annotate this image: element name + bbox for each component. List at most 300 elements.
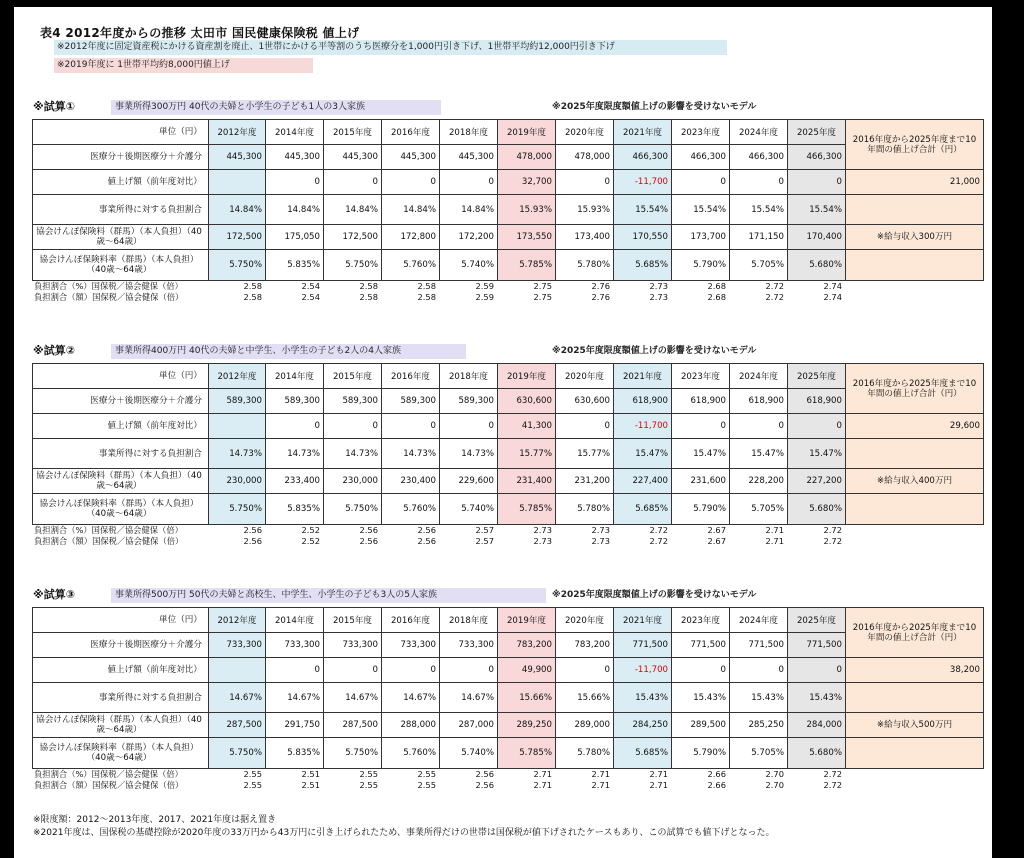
table-cell: 289,250 bbox=[498, 713, 556, 738]
table-cell: 0 bbox=[324, 170, 382, 195]
table-cell: 771,500 bbox=[672, 633, 730, 658]
table-cell: 287,500 bbox=[324, 713, 382, 738]
table-cell: 231,200 bbox=[556, 469, 614, 494]
year-header: 2019年度 bbox=[498, 608, 556, 633]
ratio-value: 2.72 bbox=[823, 536, 842, 546]
table-cell: 15.47% bbox=[788, 439, 846, 469]
trial-description: 事業所得300万円 40代の夫婦と小学生の子ども1人の3人家族 bbox=[111, 100, 441, 115]
table-cell: 287,500 bbox=[209, 713, 266, 738]
trial-description: 事業所得400万円 40代の夫婦と中学生、小学生の子ども2人の4人家族 bbox=[111, 344, 466, 359]
table-cell: 49,900 bbox=[498, 658, 556, 683]
ratio-value: 2.57 bbox=[475, 525, 494, 535]
year-header: 2021年度 bbox=[614, 608, 672, 633]
salary-note: ※給与収入300万円 bbox=[846, 225, 984, 250]
table-cell: 230,400 bbox=[382, 469, 440, 494]
table-cell: 15.93% bbox=[498, 195, 556, 225]
table-cell: 589,300 bbox=[382, 389, 440, 414]
ratio-value: 2.66 bbox=[707, 780, 726, 790]
table-cell: 170,550 bbox=[614, 225, 672, 250]
total-blank bbox=[846, 738, 984, 769]
ratio-value: 2.67 bbox=[707, 525, 726, 535]
table-cell: 171,150 bbox=[730, 225, 788, 250]
table-cell: 445,300 bbox=[440, 145, 498, 170]
year-header: 2014年度 bbox=[266, 364, 324, 389]
table-cell: 15.47% bbox=[614, 439, 672, 469]
table-cell: 14.73% bbox=[382, 439, 440, 469]
row-label: 値上げ額（前年度対比） bbox=[33, 414, 209, 439]
ratio-value: 2.70 bbox=[765, 780, 784, 790]
table-cell: 5.785% bbox=[498, 494, 556, 525]
table-cell: 630,600 bbox=[498, 389, 556, 414]
ratio-label: 負担割合（%）国保税／協会健保（倍） bbox=[34, 525, 183, 535]
table-cell: 771,500 bbox=[730, 633, 788, 658]
ratio-value: 2.56 bbox=[417, 525, 436, 535]
row-label: 協会けんぽ保険料（群馬）（本人負担）（40歳～64歳） bbox=[33, 225, 209, 250]
table-cell: 5.785% bbox=[498, 250, 556, 281]
table-cell: 0 bbox=[730, 658, 788, 683]
table-row bbox=[33, 225, 984, 250]
table-cell: 14.84% bbox=[209, 195, 266, 225]
table-cell: 5.685% bbox=[614, 494, 672, 525]
table-cell: 5.835% bbox=[266, 738, 324, 769]
year-header: 2015年度 bbox=[324, 364, 382, 389]
table-cell: 172,500 bbox=[324, 225, 382, 250]
table-cell: 5.680% bbox=[788, 494, 846, 525]
trial-table bbox=[32, 607, 984, 769]
table-row bbox=[33, 633, 984, 658]
table-cell: 0 bbox=[788, 414, 846, 439]
table-cell: 14.67% bbox=[440, 683, 498, 713]
ratio-value: 2.72 bbox=[765, 281, 784, 291]
total-header: 2016年度から2025年度まで10年間の値上げ合計（円） bbox=[846, 364, 984, 414]
note-2019: ※2019年度に 1世帯平均約8,000円値上げ bbox=[54, 58, 313, 73]
table-cell: 0 bbox=[266, 170, 324, 195]
ratio-value: 2.72 bbox=[649, 525, 668, 535]
ratio-row bbox=[32, 292, 983, 303]
table-cell: 15.43% bbox=[672, 683, 730, 713]
table-cell: 0 bbox=[556, 170, 614, 195]
table-cell: 172,500 bbox=[209, 225, 266, 250]
ratio-value: 2.58 bbox=[417, 281, 436, 291]
ratio-row bbox=[32, 769, 983, 780]
table-cell: 733,300 bbox=[440, 633, 498, 658]
ratio-table bbox=[32, 769, 983, 791]
ratio-value: 2.68 bbox=[707, 281, 726, 291]
ratio-value: 2.58 bbox=[243, 292, 262, 302]
ratio-value: 2.75 bbox=[533, 292, 552, 302]
table-cell: 5.835% bbox=[266, 250, 324, 281]
row-label: 事業所得に対する負担割合 bbox=[33, 439, 209, 469]
table-cell bbox=[209, 414, 266, 439]
table-row bbox=[33, 439, 984, 469]
ratio-value: 2.57 bbox=[475, 536, 494, 546]
table-cell: 0 bbox=[788, 658, 846, 683]
ratio-label: 負担割合（%）国保税／協会健保（倍） bbox=[34, 281, 183, 291]
ratio-value: 2.54 bbox=[301, 281, 320, 291]
ratio-value: 2.74 bbox=[823, 281, 842, 291]
table-cell: 285,250 bbox=[730, 713, 788, 738]
ratio-value: 2.71 bbox=[591, 780, 610, 790]
ratio-value: 2.59 bbox=[475, 292, 494, 302]
table-cell: 630,600 bbox=[556, 389, 614, 414]
total-value: 29,600 bbox=[846, 414, 984, 439]
table-cell: 5.750% bbox=[209, 250, 266, 281]
ratio-value: 2.73 bbox=[649, 292, 668, 302]
table-cell: 230,000 bbox=[209, 469, 266, 494]
table-cell: 5.760% bbox=[382, 250, 440, 281]
table-cell: 5.680% bbox=[788, 738, 846, 769]
table-cell: 5.780% bbox=[556, 738, 614, 769]
ratio-value: 2.51 bbox=[301, 769, 320, 779]
ratio-value: 2.55 bbox=[359, 769, 378, 779]
table-cell: 14.73% bbox=[266, 439, 324, 469]
ratio-value: 2.67 bbox=[707, 536, 726, 546]
year-header: 2016年度 bbox=[382, 120, 440, 145]
table-cell: 5.740% bbox=[440, 738, 498, 769]
table-cell: 227,400 bbox=[614, 469, 672, 494]
table-cell: 445,300 bbox=[382, 145, 440, 170]
year-header: 2023年度 bbox=[672, 364, 730, 389]
table-cell: 733,300 bbox=[324, 633, 382, 658]
table-cell: 14.84% bbox=[440, 195, 498, 225]
ratio-table bbox=[32, 525, 983, 547]
ratio-value: 2.68 bbox=[707, 292, 726, 302]
table-row bbox=[33, 469, 984, 494]
table-cell: 771,500 bbox=[788, 633, 846, 658]
ratio-value: 2.71 bbox=[591, 769, 610, 779]
ratio-value: 2.55 bbox=[417, 780, 436, 790]
ratio-label: 負担割合（%）国保税／協会健保（倍） bbox=[34, 769, 183, 779]
table-cell: 5.790% bbox=[672, 494, 730, 525]
table-cell: 5.790% bbox=[672, 250, 730, 281]
trial-table bbox=[32, 119, 984, 281]
ratio-value: 2.52 bbox=[301, 525, 320, 535]
table-cell: 173,700 bbox=[672, 225, 730, 250]
ratio-label: 負担割合（額）国保税／協会健保（倍） bbox=[34, 292, 184, 302]
ratio-value: 2.56 bbox=[475, 769, 494, 779]
ratio-value: 2.73 bbox=[533, 536, 552, 546]
ratio-row bbox=[32, 780, 983, 791]
year-header: 2023年度 bbox=[672, 120, 730, 145]
trial-model-note: ※2025年度限度額値上げの影響を受けないモデル bbox=[552, 346, 757, 356]
table-cell: 32,700 bbox=[498, 170, 556, 195]
year-header: 2015年度 bbox=[324, 120, 382, 145]
ratio-value: 2.71 bbox=[533, 769, 552, 779]
table-cell: 5.685% bbox=[614, 738, 672, 769]
table-cell: 5.705% bbox=[730, 494, 788, 525]
table-cell: 618,900 bbox=[730, 389, 788, 414]
ratio-table bbox=[32, 281, 983, 303]
year-header: 2020年度 bbox=[556, 364, 614, 389]
table-cell: 5.740% bbox=[440, 494, 498, 525]
year-header: 2020年度 bbox=[556, 120, 614, 145]
salary-note: ※給与収入500万円 bbox=[846, 713, 984, 738]
table-cell: 5.750% bbox=[324, 250, 382, 281]
year-header: 2018年度 bbox=[440, 608, 498, 633]
table-cell: 618,900 bbox=[614, 389, 672, 414]
ratio-value: 2.55 bbox=[417, 769, 436, 779]
row-label: 協会けんぽ保険料率（群馬）（本人負担）（40歳～64歳） bbox=[33, 250, 209, 281]
table-cell bbox=[209, 658, 266, 683]
table-cell: 0 bbox=[324, 414, 382, 439]
table-cell: 173,400 bbox=[556, 225, 614, 250]
row-label: 事業所得に対する負担割合 bbox=[33, 683, 209, 713]
year-header: 2025年度 bbox=[788, 364, 846, 389]
row-label: 値上げ額（前年度対比） bbox=[33, 170, 209, 195]
table-cell: 14.84% bbox=[382, 195, 440, 225]
table-cell: 5.705% bbox=[730, 250, 788, 281]
table-cell: 289,500 bbox=[672, 713, 730, 738]
year-header: 2015年度 bbox=[324, 608, 382, 633]
table-row bbox=[33, 145, 984, 170]
ratio-row bbox=[32, 281, 983, 292]
year-header: 2018年度 bbox=[440, 364, 498, 389]
ratio-value: 2.55 bbox=[243, 769, 262, 779]
table-cell: 445,300 bbox=[266, 145, 324, 170]
table-cell: 228,200 bbox=[730, 469, 788, 494]
table-cell: 0 bbox=[672, 170, 730, 195]
unit-label: 単位（円） bbox=[33, 608, 209, 633]
ratio-empty bbox=[845, 780, 983, 791]
ratio-value: 2.72 bbox=[649, 536, 668, 546]
table-cell: 0 bbox=[266, 658, 324, 683]
ratio-value: 2.70 bbox=[765, 769, 784, 779]
table-cell: 5.750% bbox=[324, 738, 382, 769]
note-2012: ※2012年度に固定資産税にかける資産割を廃止、1世帯にかける平等割のうち医療分を1,000円引き下げ、1世帯平均約12,000円引き下げ bbox=[54, 40, 727, 55]
trial-table bbox=[32, 363, 984, 525]
table-row bbox=[33, 414, 984, 439]
ratio-value: 2.52 bbox=[301, 536, 320, 546]
table-cell: 230,000 bbox=[324, 469, 382, 494]
ratio-value: 2.58 bbox=[359, 292, 378, 302]
trial-heading: ※試算① bbox=[33, 100, 76, 113]
table-cell: 0 bbox=[382, 658, 440, 683]
header-row bbox=[33, 608, 984, 633]
table-cell: 15.47% bbox=[730, 439, 788, 469]
header-row bbox=[33, 364, 984, 389]
trial-heading: ※試算③ bbox=[33, 588, 76, 601]
row-label: 事業所得に対する負担割合 bbox=[33, 195, 209, 225]
total-blank bbox=[846, 195, 984, 225]
table-cell: 5.740% bbox=[440, 250, 498, 281]
table-cell: 0 bbox=[382, 414, 440, 439]
table-cell: 5.680% bbox=[788, 250, 846, 281]
total-value: 21,000 bbox=[846, 170, 984, 195]
table-cell: 231,400 bbox=[498, 469, 556, 494]
table-cell: 5.785% bbox=[498, 738, 556, 769]
year-header: 2012年度 bbox=[209, 608, 266, 633]
total-value: 38,200 bbox=[846, 658, 984, 683]
table-cell: 589,300 bbox=[209, 389, 266, 414]
trial-model-note: ※2025年度限度額値上げの影響を受けないモデル bbox=[552, 102, 757, 112]
table-cell: 15.54% bbox=[614, 195, 672, 225]
year-header: 2016年度 bbox=[382, 608, 440, 633]
ratio-value: 2.58 bbox=[417, 292, 436, 302]
ratio-value: 2.72 bbox=[765, 292, 784, 302]
table-cell: 229,600 bbox=[440, 469, 498, 494]
table-cell: 14.67% bbox=[324, 683, 382, 713]
ratio-value: 2.58 bbox=[359, 281, 378, 291]
table-cell: 170,400 bbox=[788, 225, 846, 250]
ratio-label: 負担割合（額）国保税／協会健保（倍） bbox=[34, 536, 184, 546]
table-cell: 783,200 bbox=[498, 633, 556, 658]
table-cell: 733,300 bbox=[209, 633, 266, 658]
table-cell: 14.67% bbox=[382, 683, 440, 713]
trial-description: 事業所得500万円 50代の夫婦と高校生、中学生、小学生の子ども3人の5人家族 bbox=[111, 588, 546, 603]
table-cell: 5.750% bbox=[324, 494, 382, 525]
table-cell: 0 bbox=[672, 658, 730, 683]
total-header: 2016年度から2025年度まで10年間の値上げ合計（円） bbox=[846, 120, 984, 170]
table-cell: 466,300 bbox=[788, 145, 846, 170]
year-header: 2025年度 bbox=[788, 608, 846, 633]
table-cell: 589,300 bbox=[324, 389, 382, 414]
table-cell: 5.685% bbox=[614, 250, 672, 281]
table-row bbox=[33, 250, 984, 281]
row-label: 協会けんぽ保険料（群馬）（本人負担）（40歳～64歳） bbox=[33, 469, 209, 494]
ratio-row bbox=[32, 525, 983, 536]
ratio-empty bbox=[845, 292, 983, 303]
table-cell: 287,000 bbox=[440, 713, 498, 738]
table-cell: 466,300 bbox=[614, 145, 672, 170]
ratio-value: 2.55 bbox=[359, 780, 378, 790]
table-row bbox=[33, 170, 984, 195]
ratio-value: 2.56 bbox=[417, 536, 436, 546]
table-cell: 15.93% bbox=[556, 195, 614, 225]
table-row bbox=[33, 713, 984, 738]
total-blank bbox=[846, 494, 984, 525]
table-cell: 14.67% bbox=[266, 683, 324, 713]
table-cell: 289,000 bbox=[556, 713, 614, 738]
year-header: 2016年度 bbox=[382, 364, 440, 389]
table-cell: 284,000 bbox=[788, 713, 846, 738]
ratio-value: 2.71 bbox=[765, 525, 784, 535]
year-header: 2024年度 bbox=[730, 608, 788, 633]
document-page bbox=[14, 7, 992, 858]
salary-note: ※給与収入400万円 bbox=[846, 469, 984, 494]
year-header: 2012年度 bbox=[209, 364, 266, 389]
table-cell: 15.66% bbox=[498, 683, 556, 713]
ratio-value: 2.59 bbox=[475, 281, 494, 291]
table-cell: 15.43% bbox=[788, 683, 846, 713]
ratio-value: 2.76 bbox=[591, 292, 610, 302]
ratio-value: 2.72 bbox=[823, 525, 842, 535]
table-cell: 15.66% bbox=[556, 683, 614, 713]
table-cell: 0 bbox=[440, 414, 498, 439]
table-cell: 589,300 bbox=[440, 389, 498, 414]
table-cell: 0 bbox=[440, 658, 498, 683]
table-cell: 15.77% bbox=[498, 439, 556, 469]
table-cell: 5.760% bbox=[382, 494, 440, 525]
table-cell: 172,800 bbox=[382, 225, 440, 250]
table-cell: 733,300 bbox=[382, 633, 440, 658]
year-header: 2018年度 bbox=[440, 120, 498, 145]
table-cell: 5.780% bbox=[556, 494, 614, 525]
table-cell: 5.750% bbox=[209, 494, 266, 525]
table-cell: 14.73% bbox=[440, 439, 498, 469]
table-cell: 733,300 bbox=[266, 633, 324, 658]
table-cell: 14.84% bbox=[266, 195, 324, 225]
table-cell: 466,300 bbox=[672, 145, 730, 170]
year-header: 2014年度 bbox=[266, 120, 324, 145]
table-cell: 15.54% bbox=[788, 195, 846, 225]
ratio-value: 2.71 bbox=[765, 536, 784, 546]
ratio-value: 2.73 bbox=[591, 525, 610, 535]
ratio-value: 2.72 bbox=[823, 769, 842, 779]
table-cell: 288,000 bbox=[382, 713, 440, 738]
ratio-empty bbox=[845, 769, 983, 780]
table-cell: 233,400 bbox=[266, 469, 324, 494]
header-row bbox=[33, 120, 984, 145]
table-cell: 0 bbox=[672, 414, 730, 439]
table-row bbox=[33, 658, 984, 683]
table-cell: 589,300 bbox=[266, 389, 324, 414]
row-label: 協会けんぽ保険料率（群馬）（本人負担）（40歳～64歳） bbox=[33, 738, 209, 769]
table-cell: 5.835% bbox=[266, 494, 324, 525]
ratio-value: 2.73 bbox=[533, 525, 552, 535]
table-cell: -11,700 bbox=[614, 658, 672, 683]
year-header: 2019年度 bbox=[498, 120, 556, 145]
table-row bbox=[33, 494, 984, 525]
table-cell: 284,250 bbox=[614, 713, 672, 738]
table-cell: 15.43% bbox=[730, 683, 788, 713]
table-cell: 231,600 bbox=[672, 469, 730, 494]
table-cell: 0 bbox=[324, 658, 382, 683]
year-header: 2014年度 bbox=[266, 608, 324, 633]
ratio-empty bbox=[845, 525, 983, 536]
table-cell: 5.705% bbox=[730, 738, 788, 769]
table-cell: 618,900 bbox=[788, 389, 846, 414]
table-cell: 14.73% bbox=[324, 439, 382, 469]
row-label: 協会けんぽ保険料（群馬）（本人負担）（40歳～64歳） bbox=[33, 713, 209, 738]
ratio-value: 2.56 bbox=[359, 525, 378, 535]
ratio-value: 2.66 bbox=[707, 769, 726, 779]
table-cell: 478,000 bbox=[498, 145, 556, 170]
table-cell: 173,550 bbox=[498, 225, 556, 250]
total-blank bbox=[846, 683, 984, 713]
ratio-value: 2.56 bbox=[475, 780, 494, 790]
ratio-value: 2.51 bbox=[301, 780, 320, 790]
ratio-value: 2.71 bbox=[649, 769, 668, 779]
ratio-value: 2.71 bbox=[649, 780, 668, 790]
ratio-value: 2.54 bbox=[301, 292, 320, 302]
table-row bbox=[33, 389, 984, 414]
table-cell: 445,300 bbox=[209, 145, 266, 170]
table-cell: 5.790% bbox=[672, 738, 730, 769]
total-blank bbox=[846, 439, 984, 469]
table-cell: 15.54% bbox=[672, 195, 730, 225]
document-title: 表4 2012年度からの推移 太田市 国民健康保険税 値上げ bbox=[40, 26, 360, 40]
ratio-value: 2.58 bbox=[243, 281, 262, 291]
ratio-row bbox=[32, 536, 983, 547]
year-header: 2024年度 bbox=[730, 364, 788, 389]
table-cell: 478,000 bbox=[556, 145, 614, 170]
year-header: 2020年度 bbox=[556, 608, 614, 633]
table-cell: -11,700 bbox=[614, 170, 672, 195]
trial-heading: ※試算② bbox=[33, 344, 76, 357]
ratio-value: 2.73 bbox=[591, 536, 610, 546]
ratio-value: 2.74 bbox=[823, 292, 842, 302]
year-header: 2023年度 bbox=[672, 608, 730, 633]
table-cell: 0 bbox=[556, 658, 614, 683]
row-label: 協会けんぽ保険料率（群馬）（本人負担）（40歳～64歳） bbox=[33, 494, 209, 525]
footnote-2: ※2021年度は、国保税の基礎控除が2020年度の33万円から43万円に引き上げられたため、事業所得だけの世帯は国保税が値下げされたケースもあり、この試算でも値下げとなった。 bbox=[33, 828, 775, 838]
table-cell: 466,300 bbox=[730, 145, 788, 170]
year-header: 2019年度 bbox=[498, 364, 556, 389]
year-header: 2012年度 bbox=[209, 120, 266, 145]
table-cell: 5.750% bbox=[209, 738, 266, 769]
table-cell: 771,500 bbox=[614, 633, 672, 658]
table-cell: 0 bbox=[730, 414, 788, 439]
